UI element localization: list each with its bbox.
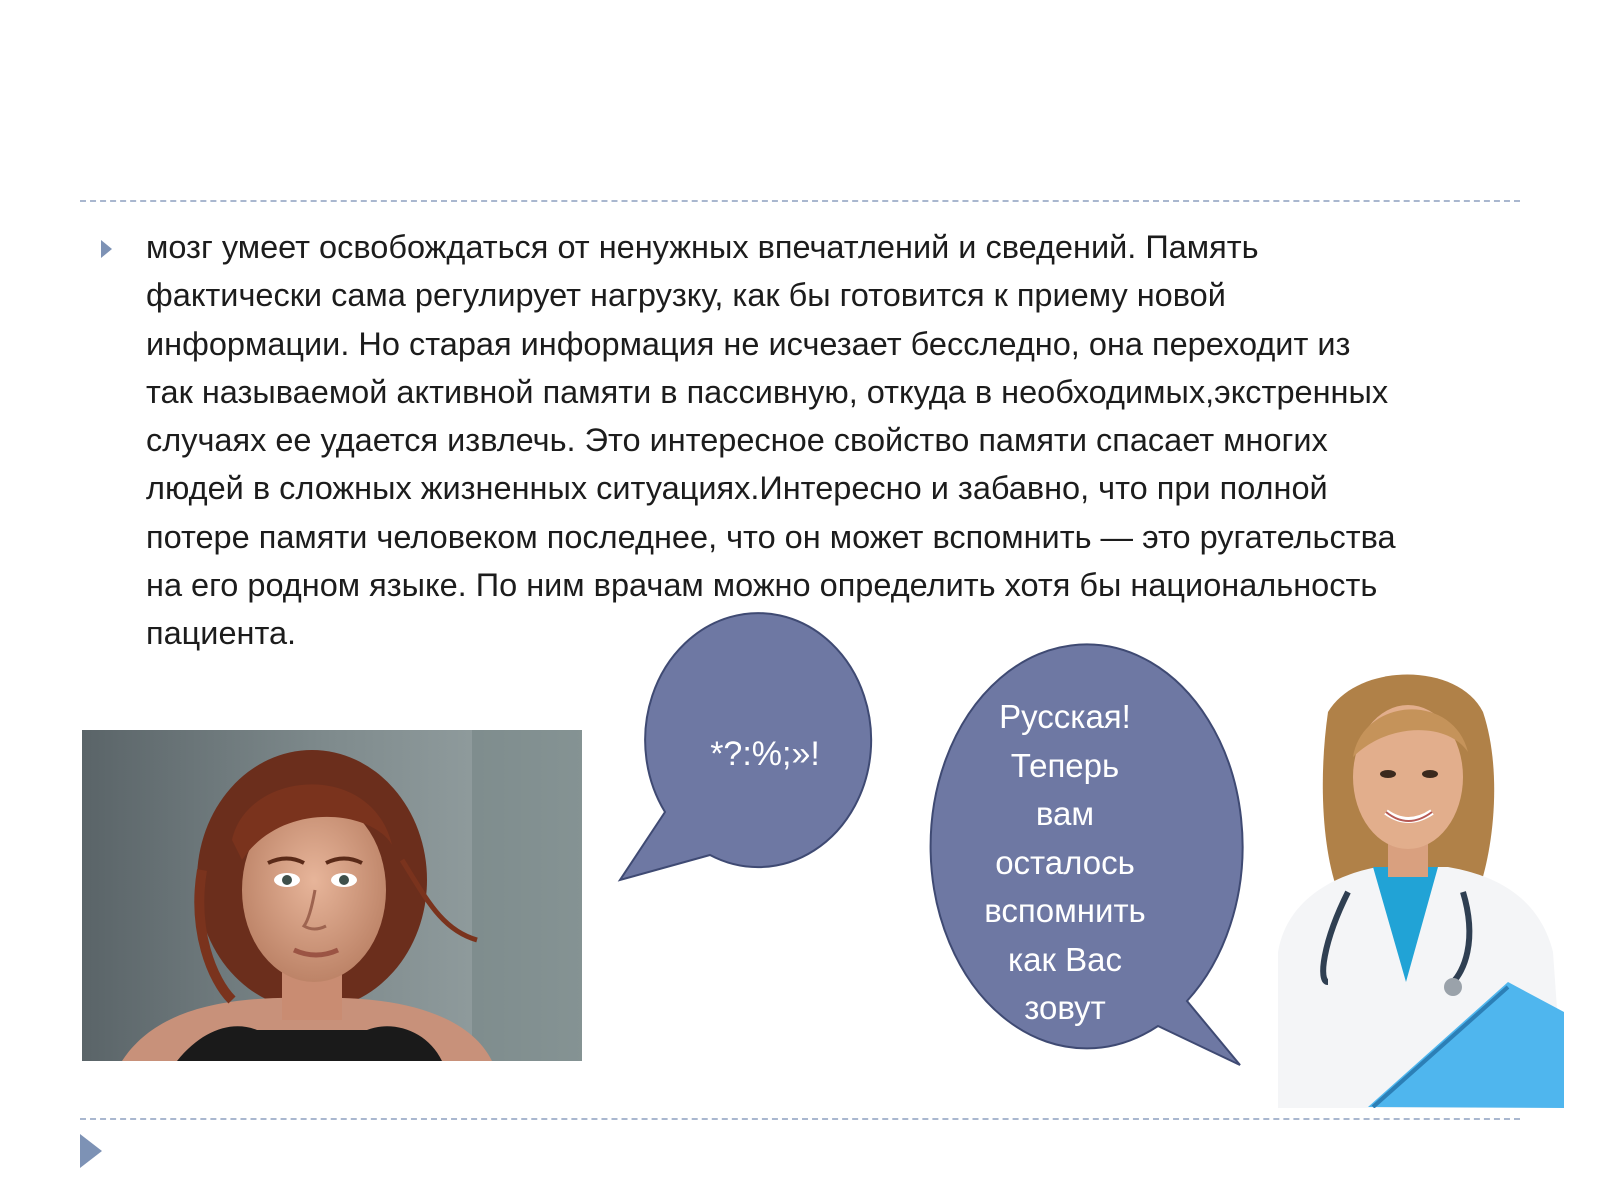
body-line: информации. Но старая информация не исчезает бесследно, она переходит из	[146, 325, 1351, 362]
bottom-divider	[80, 1118, 1520, 1120]
bubble-line: вам	[1035, 795, 1095, 832]
body-line: пациента.	[146, 615, 297, 652]
bubble-line: Русская!	[999, 698, 1131, 735]
bubble-line: осталось	[995, 843, 1135, 881]
bubble-line: вспомнить	[984, 892, 1146, 929]
body-line: фактически сама регулирует нагрузку, как бы готовится к приему новой	[146, 277, 1226, 314]
bubble-line: Теперь	[1010, 746, 1120, 784]
body-line: людей в сложных жизненных ситуациях.Интересно и забавно, что при полной	[146, 470, 1328, 507]
body-line: потере памяти человеком последнее, что он может вспомнить — это ругательства	[146, 518, 1396, 555]
bubble-line: как Вас	[1008, 940, 1122, 978]
bubble-left-text	[655, 732, 875, 776]
body-line: случаях ее удается извлечь. Это интересное свойство памяти спасает многих	[146, 422, 1328, 459]
bubble-line: *?:%;»!	[710, 735, 820, 773]
next-slide-arrow-icon[interactable]	[80, 1134, 102, 1168]
body-line: мозг умеет освобождаться от ненужных впечатлений и сведений. Память	[146, 229, 1259, 265]
bubble-right-text	[935, 693, 1195, 1033]
body-line: на его родном языке. По ним врачам можно определить хотя бы национальность	[146, 567, 1378, 604]
body-line: так называемой активной памяти в пассивную, откуда в необходимых,экстренных	[146, 373, 1389, 410]
bubble-line: зовут	[1024, 989, 1106, 1026]
